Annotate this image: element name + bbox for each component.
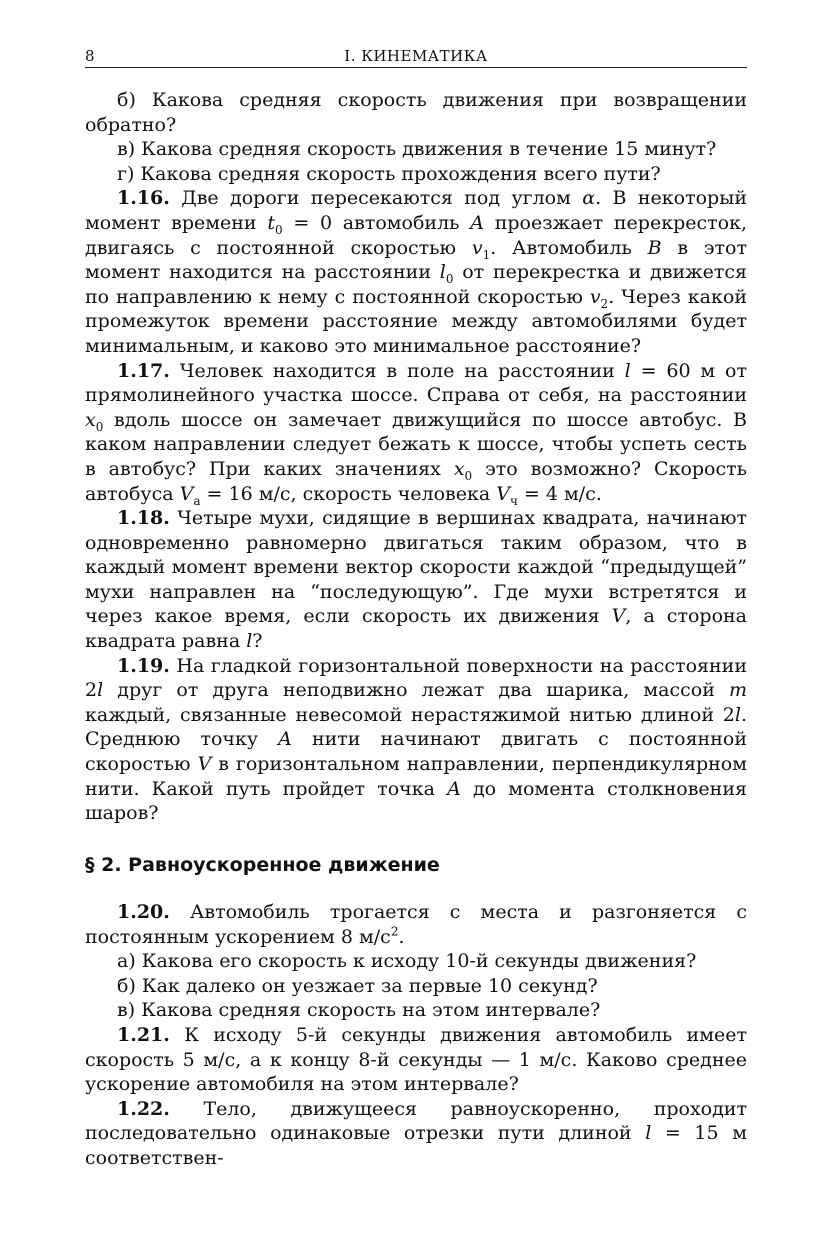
text-body-top [85, 88, 747, 826]
problem-number: 1.19. [117, 654, 170, 677]
sub-question: б) Какова средняя скорость движения при возвращении обратно? [85, 89, 747, 136]
problem-text: К исходу 5-й секунды движения автомобиль имеет скорость 5 м/с, а к концу 8-й секунды — 1 м/с. Каково среднее ускорение автомобиля на этом интервале? [85, 1023, 747, 1096]
problem-number: 1.16. [117, 187, 170, 210]
text-body-bottom [85, 900, 747, 1171]
problem-text: На гладкой горизонтальной поверхности на расстоянии 2l друг от друга неподвижно лежат два шарика, массой m каждый, связанные невесомой нерастяжимой нитью длиной 2l. Среднюю точку A нити начинают двигать с постоянной скоростью V в горизонтальном направлении, перпендикулярном нити. Какой путь пройдет точка A до момента столкновения шаров? [85, 654, 747, 825]
problem-paragraph [85, 1097, 747, 1171]
problem-paragraph [85, 900, 747, 949]
running-title: I. КИНЕМАТИКА [344, 47, 488, 65]
problem-paragraph [85, 506, 747, 654]
problem-number: 1.17. [117, 359, 170, 382]
problem-number: 1.22. [117, 1097, 170, 1120]
sub-question: г) Какова средняя скорость прохождения всего пути? [117, 162, 661, 185]
problem-number: 1.21. [117, 1023, 170, 1046]
sub-question: в) Какова средняя скорость на этом интервале? [117, 999, 601, 1022]
running-header [85, 45, 747, 68]
section-heading: § 2. Равноускоренное движение [85, 854, 440, 876]
problem-paragraph [85, 359, 747, 507]
problem-number: 1.18. [117, 507, 170, 530]
problem-text: Автомобиль трогается с места и разгоняется с постоянным ускорением 8 $м/с^2$. [85, 901, 747, 948]
problem-text: Две дороги пересекаются под углом α. В некоторый момент времени $t_0 = 0$ автомобиль A проезжает перекресток, двигаясь с постоянной скоростью $v_1$. Автомобиль B в этот момент находится на расстоянии $l_0$ от перекрестка и движется по направлению к нему с постоянной скоростью $v_2$. Через какой промежуток времени расстояние между автомобилями будет минимальным, и каково это минимальное расстояние? [85, 187, 748, 357]
sub-question: а) Какова его скорость к исходу 10-й секунды движения? [117, 950, 697, 973]
problem-paragraph [85, 186, 747, 358]
problem-paragraph [85, 1023, 747, 1097]
problem-paragraph [85, 654, 747, 826]
page-number: 8 [85, 47, 95, 65]
problem-text: Четыре мухи, сидящие в вершинах квадрата, начинают одновременно равномерно двигаться таким образом, что в каждый момент времени вектор скорости каждой “предыдущей” мухи направлен на “последующую”. Где мухи встретятся и через какое время, если скорость их движения V, а сторона квадрата равна l? [85, 507, 747, 653]
sub-question: в) Какова средняя скорость движения в течение 15 минут? [117, 138, 717, 161]
problem-text: Тело, движущееся равноускоренно, проходит последовательно одинаковые отрезки пути длиной l = 15 м соответствен- [85, 1097, 747, 1169]
problem-number: 1.20. [117, 901, 170, 923]
sub-question: б) Как далеко он уезжает за первые 10 секунд? [117, 974, 598, 997]
problem-text: Человек находится в поле на расстоянии l = 60 м от прямолинейного участка шоссе. Справа от себя, на расстоянии $x_0$ вдоль шоссе он замечает движущийся по шоссе автобус. В каком направлении следует бежать к шоссе, чтобы успеть сесть в автобус? При каких значениях $x_0$ это возможно? Скорость автобуса $V_а = 16$ м/с, скорость человека $V_ч = 4$ м/с. [85, 359, 747, 508]
